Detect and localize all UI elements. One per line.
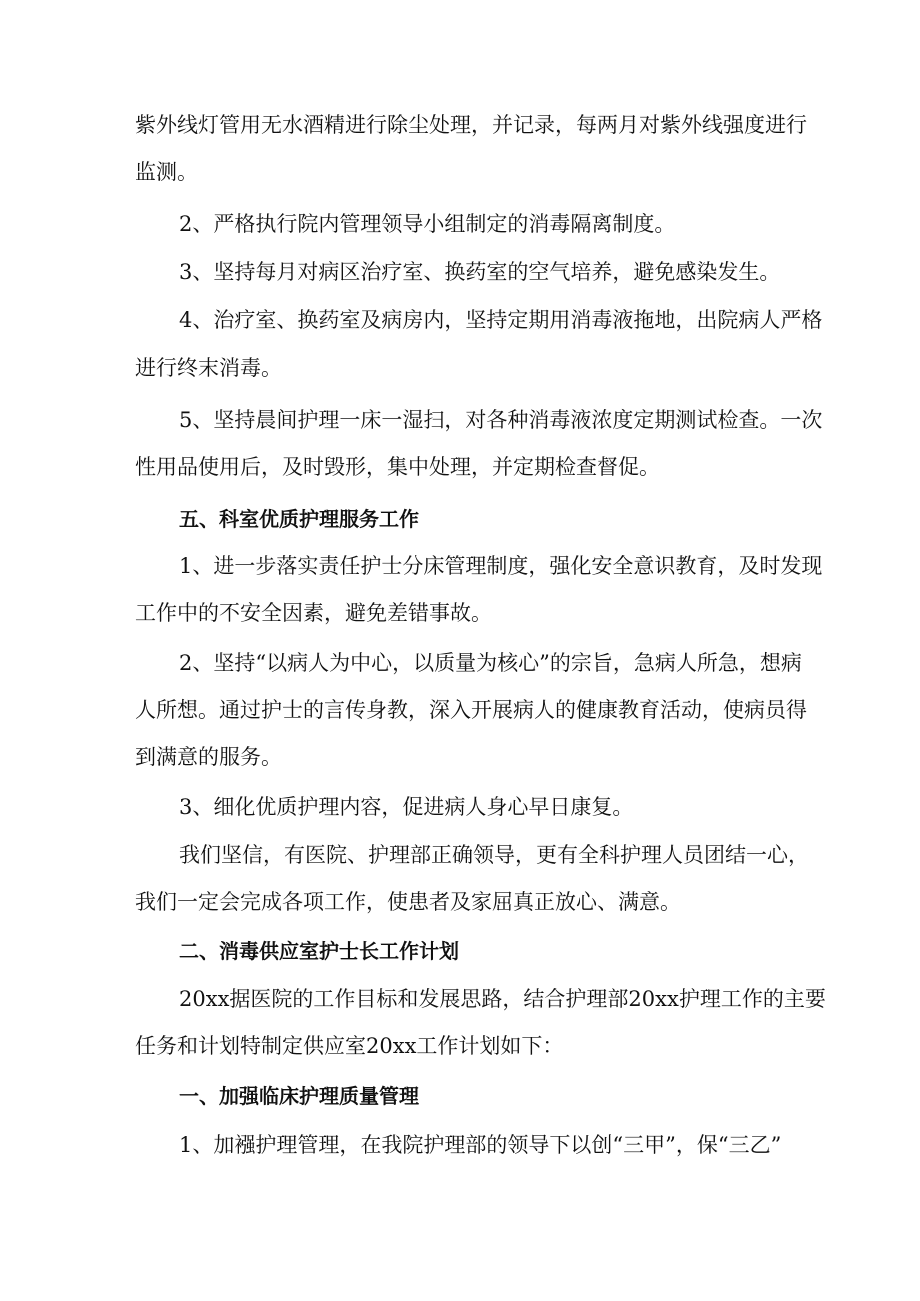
section-heading: 二、消毒供应室护士长工作计划 <box>179 939 459 963</box>
paragraph-line: 3、细化优质护理内容，促进病人身心早日康复。 <box>179 795 634 819</box>
paragraph-line: 20xx据医院的工作目标和发展思路，结合护理部20xx护理工作的主要 <box>179 987 826 1011</box>
section-heading: 五、科室优质护理服务工作 <box>179 507 419 531</box>
paragraph-line: 工作中的不安全因素，避免差错事故。 <box>135 601 492 625</box>
paragraph-line: 我们一定会完成各项工作，使患者及家屈真正放心、满意。 <box>135 890 681 914</box>
paragraph-line: 我们坚信，有医院、护理部正确领导，更有全科护理人员团结一心， <box>179 843 809 867</box>
paragraph-line: 人所想。通过护士的言传身教，深入开展病人的健康教育活动，使病员得 <box>135 698 807 722</box>
paragraph-line: 2、坚持“以病人为中心，以质量为核心”的宗旨，急病人所急，想病 <box>179 651 802 675</box>
paragraph-line: 紫外线灯管用无水酒精进行除尘处理，并记录，每两月对紫外线强度进行 <box>135 113 807 137</box>
paragraph-line: 任务和计划特制定供应室20xx工作计划如下： <box>135 1034 564 1058</box>
paragraph-line: 2、严格执行院内管理领导小组制定的消毒隔离制度。 <box>179 212 676 236</box>
paragraph-line: 5、坚持晨间护理一床一湿扫，对各种消毒液浓度定期测试检查。一次 <box>179 408 823 432</box>
paragraph-line: 进行终末消毒。 <box>135 356 282 380</box>
section-heading: 一、加强临床护理质量管理 <box>179 1084 419 1108</box>
paragraph-line: 性用品使用后，及时毁形，集中处理，并定期检查督促。 <box>135 455 660 479</box>
paragraph-line: 4、治疗室、换药室及病房内，坚持定期用消毒液拖地，出院病人严格 <box>179 308 823 332</box>
paragraph-line: 到满意的服务。 <box>135 745 282 769</box>
paragraph-line: 1、进一步落实责任护士分床管理制度，强化安全意识教育，及时发现 <box>179 554 823 578</box>
paragraph-line: 3、坚持每月对病区治疗室、换药室的空气培养，避免感染发生。 <box>179 260 781 284</box>
paragraph-line: 1、加襁护理管理，在我院护理部的领导下以创“三甲”，保“三乙” <box>179 1133 782 1157</box>
paragraph-line: 监测。 <box>135 160 198 184</box>
